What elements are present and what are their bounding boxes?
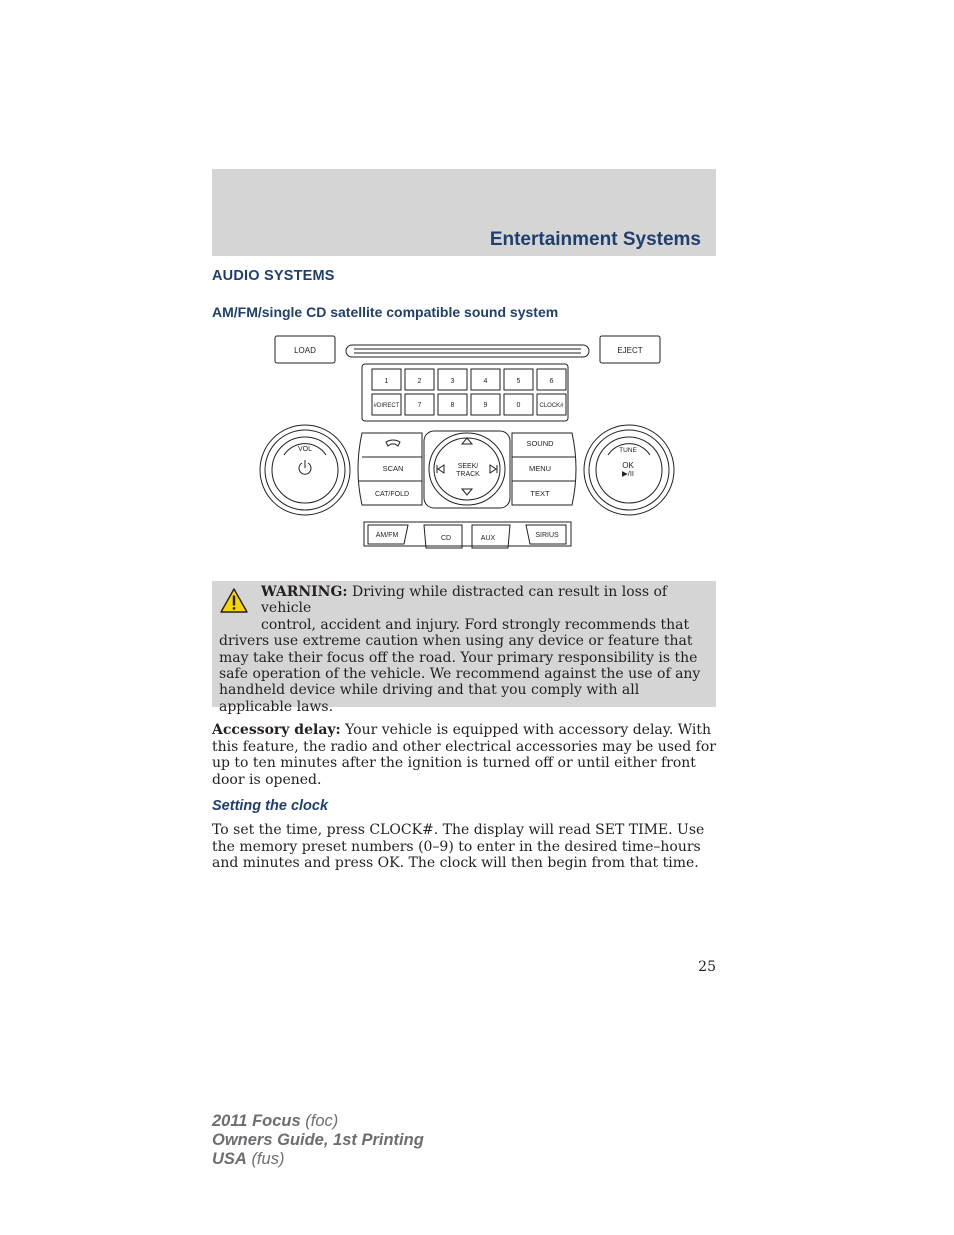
direct-label: #DIRECT bbox=[373, 403, 400, 409]
warning-line-2: control, accident and injury. Ford strongly recommends that bbox=[261, 616, 690, 633]
eject-label: EJECT bbox=[617, 346, 643, 355]
load-label: LOAD bbox=[294, 346, 316, 355]
section-heading: AUDIO SYSTEMS bbox=[212, 268, 335, 284]
scan-label: SCAN bbox=[382, 464, 404, 473]
seek-label: SEEK/ bbox=[457, 463, 479, 470]
chapter-title: Entertainment Systems bbox=[489, 229, 701, 250]
tune-label: TUNE bbox=[619, 447, 637, 454]
cat-fold-label: CAT/FOLD bbox=[374, 491, 410, 498]
footer-region-code: (fus) bbox=[251, 1150, 285, 1168]
warning-text-rest: drivers use extreme caution when using any device or feature that may take their focus off the road. Your primary responsibility is the safe operation of the vehicle. We recommend against the use of any handheld device while driving and that you comply with all applicable laws. bbox=[219, 633, 701, 715]
vol-label: VOL bbox=[297, 446, 313, 453]
cd-slot bbox=[346, 345, 589, 357]
preset-label-8: 8 bbox=[450, 402, 455, 409]
text-label: TEXT bbox=[530, 489, 550, 498]
preset-label-7: 7 bbox=[417, 402, 422, 409]
track-label: TRACK bbox=[456, 471, 480, 478]
seek-forward-icon bbox=[490, 465, 497, 473]
preset-label-5: 5 bbox=[516, 378, 521, 385]
warning-box bbox=[212, 581, 716, 715]
menu-label: MENU bbox=[528, 464, 552, 473]
play-pause-label: ▶/II bbox=[621, 469, 635, 478]
phone-icon bbox=[386, 440, 400, 446]
preset-label-3: 3 bbox=[450, 378, 455, 385]
accessory-delay-text: Your vehicle is equipped with accessory delay. With this feature, the radio and other electrical accessories may be used for up to ten minutes after the ignition is turned off or until either front door is opened. bbox=[212, 722, 716, 788]
cd-label: CD bbox=[440, 535, 452, 542]
setting-clock-paragraph: To set the time, press CLOCK#. The display will read SET TIME. Use the memory preset numbers (0–9) to enter in the desired time–hours and minutes and press OK. The clock will then begin from that time. bbox=[212, 822, 705, 872]
preset-label-6: 6 bbox=[549, 378, 554, 385]
sub-heading: AM/FM/single CD satellite compatible sound system bbox=[212, 304, 559, 320]
aux-label: AUX bbox=[480, 535, 496, 542]
preset-label-2: 2 bbox=[417, 378, 422, 385]
preset-label-4: 4 bbox=[483, 378, 488, 385]
preset-label-0: 0 bbox=[516, 402, 521, 409]
footer-line-3 bbox=[212, 1150, 424, 1169]
volume-knob[interactable] bbox=[260, 425, 350, 515]
sirius-label: SIRIUS bbox=[535, 532, 559, 539]
power-icon bbox=[299, 460, 311, 474]
footer-line-1 bbox=[212, 1112, 424, 1131]
footer-model: 2011 Focus bbox=[212, 1112, 301, 1130]
setting-clock-heading: Setting the clock bbox=[212, 798, 329, 814]
header-band bbox=[212, 169, 716, 256]
warning-label: WARNING: bbox=[261, 584, 348, 600]
amfm-label: AM/FM bbox=[375, 532, 399, 539]
sound-label: SOUND bbox=[526, 439, 554, 448]
accessory-delay-paragraph bbox=[212, 722, 716, 788]
preset-label-9: 9 bbox=[483, 402, 488, 409]
footer-region: USA bbox=[212, 1150, 247, 1168]
page-number: 25 bbox=[698, 959, 716, 975]
seek-down-icon bbox=[462, 489, 472, 495]
audio-panel-svg bbox=[258, 332, 678, 554]
audio-panel-diagram bbox=[258, 332, 678, 554]
footer-model-code: (foc) bbox=[305, 1112, 339, 1130]
warning-text-1: Driving while distracted can result in loss of vehicle bbox=[261, 584, 668, 617]
seek-back-icon bbox=[437, 465, 444, 473]
warning-line-1 bbox=[261, 584, 709, 617]
seek-up-icon bbox=[462, 438, 472, 444]
ok-label: OK bbox=[622, 461, 634, 470]
footer-guide: Owners Guide, 1st Printing bbox=[212, 1131, 424, 1149]
preset-label-1: 1 bbox=[384, 378, 389, 385]
warning-triangle-icon bbox=[219, 587, 249, 614]
accessory-delay-label: Accessory delay: bbox=[212, 722, 341, 738]
footer bbox=[212, 1112, 424, 1169]
clock-label: CLOCK# bbox=[539, 403, 564, 409]
